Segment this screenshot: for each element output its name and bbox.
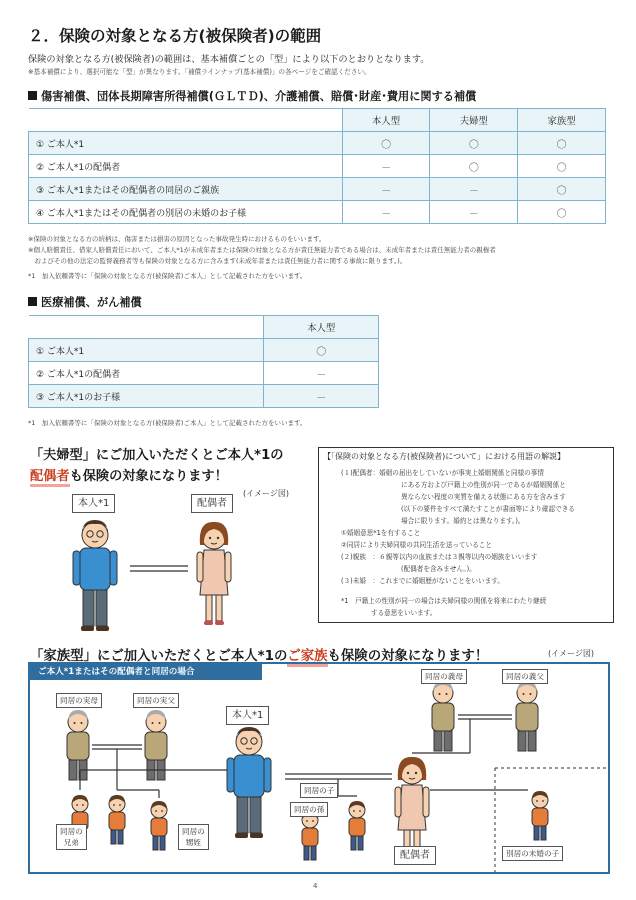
table1-cell: 〇	[430, 132, 518, 155]
table2-row-label: ③ ご本人*1のお子様	[29, 385, 264, 408]
table2-row-label: ① ご本人*1	[29, 339, 264, 362]
table2-header-self: 本人型	[264, 316, 379, 339]
family-diagram-caption: ご本人*1またはその配偶者と同居の場合	[30, 664, 262, 680]
label-in-law-father: 同居の義父	[502, 669, 548, 684]
family-highlight: ご家族	[287, 649, 327, 667]
couple-image-note: (イメージ図)	[243, 489, 290, 498]
table1-cell: 〇	[518, 132, 606, 155]
section1-footnote: *1 加入依頼書等に「保険の対象となる方(被保険者)ご本人」として記載された方をいいます。	[28, 272, 307, 280]
couple-promo	[30, 445, 283, 487]
family-diagram-frame	[28, 662, 610, 874]
table1-row-label: ① ご本人*1	[29, 132, 343, 155]
label-grandchild: 同居の孫	[290, 802, 328, 817]
glossary-line: (１)配偶者：婚姻の届出をしていないが事実上婚姻関係と同様の事情	[341, 469, 544, 477]
table1-cell: 〇	[518, 155, 606, 178]
family-promo-pre: 「家族型」にご加入いただくとご本人*1の	[30, 649, 288, 664]
table1-row-label: ④ ご本人*1またはその配偶者の別居の未婚のお子様	[29, 201, 343, 224]
label-own-father: 同居の実父	[133, 693, 179, 708]
table1-cell: －	[342, 155, 430, 178]
label-family-self: 本人*1	[226, 706, 269, 725]
glossary-line: (配偶者を含みません。)。	[401, 565, 476, 573]
family-image-note: (イメージ図)	[548, 649, 595, 658]
label-siblings: 同居の 兄弟	[56, 824, 87, 850]
label-child: 同居の子	[300, 783, 338, 798]
glossary-line: 異ならない程度の実質を備える状態にある方を含みます	[401, 493, 566, 501]
intro-note: ※基本補償により、選択可能な「型」が異なります。「補償ラインナップ(基本補償)」の各ページをご確認ください。	[28, 68, 371, 76]
table2-cell: －	[264, 362, 379, 385]
couple-promo-rest: も保険の対象になります！	[69, 469, 228, 484]
label-nephew: 同居の 甥姪	[178, 824, 209, 850]
section1-note: ※保険の対象となる方の続柄は、傷害または損害の原因となった事故発生時におけるものをいいます。	[28, 235, 326, 243]
table1-header-couple: 夫婦型	[430, 109, 518, 132]
table1-row-label: ③ ご本人*1またはその配偶者の同居のご親族	[29, 178, 343, 201]
table1-cell: 〇	[518, 178, 606, 201]
table1-cell: 〇	[342, 132, 430, 155]
glossary-line: する意思をいいます。	[371, 609, 437, 617]
glossary-line: にある方および戸籍上の性別が同一であるが婚姻関係と	[401, 481, 566, 489]
table1-cell: －	[342, 178, 430, 201]
glossary-line: ②同居により夫婦同様の共同生活を送っていること	[341, 541, 492, 549]
glossary-line: (以下の要件をすべて満たすことが書面等により確認できる	[401, 505, 575, 513]
table2-cell: 〇	[264, 339, 379, 362]
label-self: 本人*1	[72, 494, 115, 513]
label-own-mother: 同居の実母	[56, 693, 102, 708]
table2-cell: －	[264, 385, 379, 408]
table1-cell: 〇	[518, 201, 606, 224]
table1-header-self: 本人型	[342, 109, 430, 132]
intro-text: 保険の対象となる方(被保険者)の範囲は、基本補償ごとの「型」により以下のとおりとなります。	[28, 54, 430, 65]
couple-promo-line1: 「夫婦型」にご加入いただくとご本人*1の	[30, 448, 284, 463]
couple-promo-line2	[30, 466, 283, 487]
label-spouse: 配偶者	[191, 494, 233, 513]
table1-header-family: 家族型	[518, 109, 606, 132]
table2-row-label: ② ご本人*1の配偶者	[29, 362, 264, 385]
glossary-title: 【「保険の対象となる方(被保険者)について」における用語の解説】	[323, 452, 566, 461]
glossary-box	[318, 447, 614, 623]
couple-highlight: 配偶者	[30, 469, 70, 487]
family-promo-post: も保険の対象になります！	[327, 649, 489, 664]
page-title: ２．保険の対象となる方(被保険者)の範囲	[28, 27, 322, 45]
table1-cell: －	[342, 201, 430, 224]
glossary-line: (３)未婚 ：これまでに婚姻歴がないことをいいます。	[341, 577, 504, 585]
table1-cell: 〇	[430, 155, 518, 178]
label-in-law-mother: 同居の義母	[421, 669, 467, 684]
section2-footnote: *1 加入依頼書等に「保険の対象となる方(被保険者)ご本人」として記載された方をいいます。	[28, 419, 307, 427]
section1-note: およびその他の法定の監督義務者等も保険の対象となる方に含みます(未成年者または責任無能力者に関する事故に限ります。)。	[28, 257, 407, 265]
page-number: 4	[313, 882, 318, 890]
glossary-line: ①婚姻意思*1を有すること	[341, 529, 421, 537]
glossary-line: *1 戸籍上の性別が同一の場合は夫婦同様の関係を将来にわたり継続	[341, 597, 547, 605]
label-separate-child: 別居の未婚の子	[502, 846, 563, 861]
section2-heading-text: 医療補償、がん補償	[41, 296, 142, 309]
glossary-line: (２)親族 ：６親等以内の血族または３親等以内の姻族をいいます	[341, 553, 538, 561]
section1-note: ※個人賠償責任、借家人賠償責任において、ご本人*1が未成年者または保険の対象となる方が責任無能力者である場合は、未成年者または責任無能力者の親権者	[28, 246, 496, 254]
section1-heading-text: 傷害補償、団体長期障害所得補償(ＧＬＴＤ)、介護補償、賠償･財産･費用に関する補償	[41, 90, 477, 103]
table1-cell: －	[430, 178, 518, 201]
glossary-line: 場合に限ります。婚約とは異なります。)。	[401, 517, 525, 525]
label-family-spouse: 配偶者	[394, 846, 436, 865]
table1-row-label: ② ご本人*1の配偶者	[29, 155, 343, 178]
table1-cell: －	[430, 201, 518, 224]
